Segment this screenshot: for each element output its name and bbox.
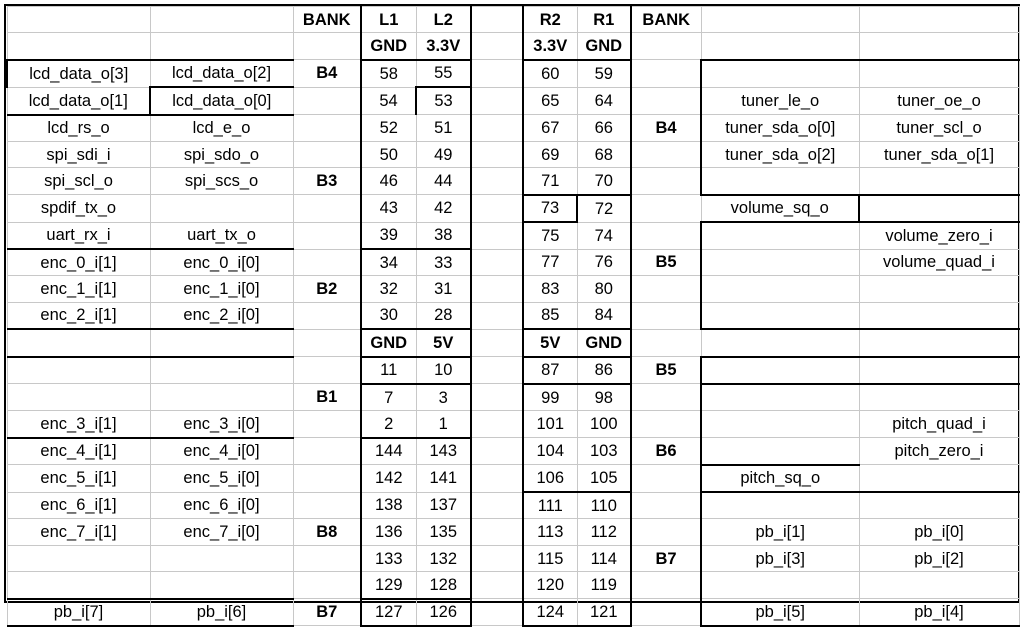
signal-left-b bbox=[150, 384, 293, 411]
bank-right bbox=[631, 276, 701, 302]
signal-left-a: lcd_data_o[1] bbox=[7, 87, 150, 114]
empty-cell bbox=[471, 7, 523, 33]
signal-left-a bbox=[7, 384, 150, 411]
gap-cell bbox=[471, 572, 523, 599]
gap-cell bbox=[471, 438, 523, 465]
bank-right bbox=[631, 465, 701, 492]
signal-right-a bbox=[701, 168, 859, 195]
pin-r2: 83 bbox=[523, 276, 577, 302]
bank-right bbox=[631, 60, 701, 87]
pin-r2: 73 bbox=[523, 195, 577, 222]
signal-left-b: enc_3_i[0] bbox=[150, 411, 293, 438]
empty-cell bbox=[701, 33, 859, 60]
signal-right-a: pb_i[1] bbox=[701, 519, 859, 545]
bank-left bbox=[293, 545, 361, 571]
pin-r2: 99 bbox=[523, 384, 577, 411]
signal-left-b bbox=[150, 195, 293, 222]
empty-cell bbox=[7, 33, 150, 60]
pin-l1: 136 bbox=[361, 519, 416, 545]
l1-power: GND bbox=[361, 33, 416, 60]
pin-r2: 104 bbox=[523, 438, 577, 465]
table-row bbox=[7, 302, 1019, 329]
signal-right-a bbox=[701, 411, 859, 438]
signal-left-a bbox=[7, 545, 150, 571]
table-row bbox=[7, 599, 1019, 626]
empty-cell bbox=[293, 33, 361, 60]
pin-r1: 100 bbox=[577, 411, 631, 438]
pin-l1: 30 bbox=[361, 302, 416, 329]
pin-r2: 87 bbox=[523, 357, 577, 384]
pin-l2-power: 5V bbox=[416, 329, 471, 356]
signal-right-b: tuner_scl_o bbox=[859, 115, 1019, 142]
signal-right-b bbox=[859, 465, 1019, 492]
table-row bbox=[7, 195, 1019, 222]
pin-r2: 75 bbox=[523, 222, 577, 249]
table-row bbox=[7, 87, 1019, 114]
signal-right-a bbox=[701, 357, 859, 384]
signal-right-b bbox=[859, 357, 1019, 384]
signal-right-b: tuner_sda_o[1] bbox=[859, 141, 1019, 167]
table-row bbox=[7, 519, 1019, 545]
signal-right-a bbox=[701, 276, 859, 302]
signal-left-a: lcd_rs_o bbox=[7, 115, 150, 142]
pin-r1: 72 bbox=[577, 195, 631, 222]
pin-r2: 85 bbox=[523, 302, 577, 329]
gap-cell bbox=[471, 276, 523, 302]
empty-cell bbox=[150, 33, 293, 60]
table-row bbox=[7, 411, 1019, 438]
bank-left bbox=[293, 87, 361, 114]
pin-l2: 28 bbox=[416, 302, 471, 329]
pin-l2: 126 bbox=[416, 599, 471, 626]
signal-left-b: spi_sdo_o bbox=[150, 141, 293, 167]
bank-right bbox=[631, 599, 701, 626]
power-row-mid bbox=[7, 329, 1019, 356]
gap-cell bbox=[471, 115, 523, 142]
pin-l2: 38 bbox=[416, 222, 471, 249]
pin-l2: 42 bbox=[416, 195, 471, 222]
bank-left bbox=[293, 572, 361, 599]
pin-r2-power: 5V bbox=[523, 329, 577, 356]
bank-right bbox=[631, 168, 701, 195]
pin-l1: 54 bbox=[361, 87, 416, 114]
signal-left-b: lcd_data_o[0] bbox=[150, 87, 293, 114]
signal-left-a: spi_sdi_i bbox=[7, 141, 150, 167]
signal-left-a bbox=[7, 357, 150, 384]
signal-right-a bbox=[701, 222, 859, 249]
pin-l1: 129 bbox=[361, 572, 416, 599]
pin-r2: 65 bbox=[523, 87, 577, 114]
pin-r1: 66 bbox=[577, 115, 631, 142]
r1-power: GND bbox=[577, 33, 631, 60]
signal-left-b: enc_0_i[0] bbox=[150, 249, 293, 276]
empty-cell bbox=[150, 7, 293, 33]
pin-r1: 84 bbox=[577, 302, 631, 329]
empty-cell bbox=[859, 7, 1019, 33]
power-row-top bbox=[7, 33, 1019, 60]
signal-right-a bbox=[701, 572, 859, 599]
signal-right-b bbox=[859, 276, 1019, 302]
table-row bbox=[7, 357, 1019, 384]
table-row bbox=[7, 465, 1019, 492]
pin-l1: 52 bbox=[361, 115, 416, 142]
bank-right bbox=[631, 141, 701, 167]
pin-r1-power: GND bbox=[577, 329, 631, 356]
gap-cell bbox=[471, 222, 523, 249]
l2-power: 3.3V bbox=[416, 33, 471, 60]
signal-right-b bbox=[859, 168, 1019, 195]
signal-left-a: enc_0_i[1] bbox=[7, 249, 150, 276]
signal-right-b bbox=[859, 572, 1019, 599]
l2-header: L2 bbox=[416, 7, 471, 33]
pin-r1: 59 bbox=[577, 60, 631, 87]
bank-right bbox=[631, 384, 701, 411]
bank-left: B3 bbox=[293, 168, 361, 195]
table-row bbox=[7, 141, 1019, 167]
table-body bbox=[7, 7, 1019, 626]
pin-l2: 137 bbox=[416, 492, 471, 519]
r1-header: R1 bbox=[577, 7, 631, 33]
gap-cell bbox=[471, 141, 523, 167]
signal-right-a: tuner_sda_o[2] bbox=[701, 141, 859, 167]
signal-left-a: spdif_tx_o bbox=[7, 195, 150, 222]
empty-cell bbox=[7, 7, 150, 33]
signal-left-a: enc_2_i[1] bbox=[7, 302, 150, 329]
pin-l2: 141 bbox=[416, 465, 471, 492]
signal-right-b: pitch_quad_i bbox=[859, 411, 1019, 438]
table-row bbox=[7, 384, 1019, 411]
gap-cell bbox=[471, 249, 523, 276]
empty-cell bbox=[859, 329, 1019, 356]
table-row bbox=[7, 60, 1019, 87]
pin-l2: 128 bbox=[416, 572, 471, 599]
empty-cell bbox=[471, 33, 523, 60]
bank-left bbox=[293, 115, 361, 142]
pin-r2: 120 bbox=[523, 572, 577, 599]
bank-right-header: BANK bbox=[631, 7, 701, 33]
signal-right-b: pb_i[4] bbox=[859, 599, 1019, 626]
pin-r1: 68 bbox=[577, 141, 631, 167]
bank-left bbox=[293, 222, 361, 249]
pin-r2: 71 bbox=[523, 168, 577, 195]
signal-left-b bbox=[150, 545, 293, 571]
table-row bbox=[7, 438, 1019, 465]
signal-left-b bbox=[150, 357, 293, 384]
pin-l2: 1 bbox=[416, 411, 471, 438]
bank-right: B4 bbox=[631, 115, 701, 142]
signal-right-b: pb_i[0] bbox=[859, 519, 1019, 545]
signal-right-b bbox=[859, 492, 1019, 519]
table-row bbox=[7, 545, 1019, 571]
bank-right: B5 bbox=[631, 357, 701, 384]
pin-l1: 50 bbox=[361, 141, 416, 167]
signal-right-a: pitch_sq_o bbox=[701, 465, 859, 492]
pin-r1: 112 bbox=[577, 519, 631, 545]
signal-left-a: enc_7_i[1] bbox=[7, 519, 150, 545]
bank-right: B5 bbox=[631, 249, 701, 276]
pin-r2: 111 bbox=[523, 492, 577, 519]
signal-left-b: lcd_e_o bbox=[150, 115, 293, 142]
pin-l1: 127 bbox=[361, 599, 416, 626]
signal-left-b: enc_1_i[0] bbox=[150, 276, 293, 302]
pin-r1: 64 bbox=[577, 87, 631, 114]
bank-left bbox=[293, 492, 361, 519]
signal-left-a: enc_6_i[1] bbox=[7, 492, 150, 519]
bank-left: B1 bbox=[293, 384, 361, 411]
empty-cell bbox=[701, 7, 859, 33]
pin-r1: 105 bbox=[577, 465, 631, 492]
gap-cell bbox=[471, 195, 523, 222]
empty-cell bbox=[631, 329, 701, 356]
signal-right-a: tuner_sda_o[0] bbox=[701, 115, 859, 142]
pin-r1: 103 bbox=[577, 438, 631, 465]
signal-left-a: lcd_data_o[3] bbox=[7, 60, 150, 87]
pin-r1: 119 bbox=[577, 572, 631, 599]
bank-left bbox=[293, 195, 361, 222]
gap-cell bbox=[471, 545, 523, 571]
gap-cell bbox=[471, 384, 523, 411]
signal-right-b: pb_i[2] bbox=[859, 545, 1019, 571]
gap-cell bbox=[471, 60, 523, 87]
bank-left: B4 bbox=[293, 60, 361, 87]
pin-r2: 101 bbox=[523, 411, 577, 438]
empty-cell bbox=[859, 33, 1019, 60]
pin-r1: 74 bbox=[577, 222, 631, 249]
signal-right-a: pb_i[3] bbox=[701, 545, 859, 571]
pin-r2: 115 bbox=[523, 545, 577, 571]
bank-left: B2 bbox=[293, 276, 361, 302]
bank-left bbox=[293, 411, 361, 438]
pin-r1: 114 bbox=[577, 545, 631, 571]
signal-left-b: enc_6_i[0] bbox=[150, 492, 293, 519]
bank-right bbox=[631, 572, 701, 599]
bank-right bbox=[631, 302, 701, 329]
pin-l1-power: GND bbox=[361, 329, 416, 356]
empty-cell bbox=[293, 329, 361, 356]
pin-l1: 144 bbox=[361, 438, 416, 465]
signal-left-b: uart_tx_o bbox=[150, 222, 293, 249]
pin-l2: 33 bbox=[416, 249, 471, 276]
pin-r2: 124 bbox=[523, 599, 577, 626]
signal-left-b: spi_scs_o bbox=[150, 168, 293, 195]
pin-r2: 60 bbox=[523, 60, 577, 87]
signal-left-b bbox=[150, 572, 293, 599]
pin-l2: 143 bbox=[416, 438, 471, 465]
bank-left: B7 bbox=[293, 599, 361, 626]
pin-l1: 39 bbox=[361, 222, 416, 249]
table-row bbox=[7, 572, 1019, 599]
bank-right bbox=[631, 87, 701, 114]
r2-header: R2 bbox=[523, 7, 577, 33]
signal-left-a: pb_i[7] bbox=[7, 599, 150, 626]
pin-r2: 113 bbox=[523, 519, 577, 545]
bank-left-header: BANK bbox=[293, 7, 361, 33]
pin-l1: 32 bbox=[361, 276, 416, 302]
signal-right-a bbox=[701, 302, 859, 329]
signal-right-b bbox=[859, 302, 1019, 329]
pin-l1: 11 bbox=[361, 357, 416, 384]
r2-power: 3.3V bbox=[523, 33, 577, 60]
signal-left-a: enc_3_i[1] bbox=[7, 411, 150, 438]
pin-l2: 10 bbox=[416, 357, 471, 384]
gap-cell bbox=[471, 302, 523, 329]
pin-l2: 55 bbox=[416, 60, 471, 87]
pin-l1: 7 bbox=[361, 384, 416, 411]
gap-cell bbox=[471, 465, 523, 492]
pin-r2: 67 bbox=[523, 115, 577, 142]
bank-left bbox=[293, 357, 361, 384]
gap-cell bbox=[471, 492, 523, 519]
pin-r1: 80 bbox=[577, 276, 631, 302]
signal-left-b: enc_5_i[0] bbox=[150, 465, 293, 492]
signal-right-a bbox=[701, 60, 859, 87]
signal-left-a bbox=[7, 572, 150, 599]
empty-cell bbox=[471, 329, 523, 356]
pin-l1: 138 bbox=[361, 492, 416, 519]
signal-left-a: enc_1_i[1] bbox=[7, 276, 150, 302]
bank-right: B6 bbox=[631, 438, 701, 465]
bank-left bbox=[293, 438, 361, 465]
pin-assignment-sheet bbox=[4, 4, 1020, 622]
empty-cell bbox=[701, 329, 859, 356]
empty-cell bbox=[7, 329, 150, 356]
pin-assignment-table bbox=[6, 6, 1020, 627]
signal-right-b: pitch_zero_i bbox=[859, 438, 1019, 465]
signal-left-b: enc_7_i[0] bbox=[150, 519, 293, 545]
pin-l1: 46 bbox=[361, 168, 416, 195]
table-row bbox=[7, 492, 1019, 519]
pin-l1: 142 bbox=[361, 465, 416, 492]
signal-left-a: enc_4_i[1] bbox=[7, 438, 150, 465]
bank-right bbox=[631, 519, 701, 545]
bank-left bbox=[293, 141, 361, 167]
pin-r2: 77 bbox=[523, 249, 577, 276]
signal-left-b: enc_4_i[0] bbox=[150, 438, 293, 465]
table-row bbox=[7, 249, 1019, 276]
empty-cell bbox=[150, 329, 293, 356]
signal-left-b: lcd_data_o[2] bbox=[150, 60, 293, 87]
signal-left-b: pb_i[6] bbox=[150, 599, 293, 626]
pin-l1: 58 bbox=[361, 60, 416, 87]
signal-right-a: tuner_le_o bbox=[701, 87, 859, 114]
table-row bbox=[7, 115, 1019, 142]
signal-right-b: tuner_oe_o bbox=[859, 87, 1019, 114]
bank-right: B7 bbox=[631, 545, 701, 571]
signal-left-a: enc_5_i[1] bbox=[7, 465, 150, 492]
pin-l2: 44 bbox=[416, 168, 471, 195]
bank-right bbox=[631, 492, 701, 519]
gap-cell bbox=[471, 87, 523, 114]
table-row bbox=[7, 276, 1019, 302]
pin-r2: 106 bbox=[523, 465, 577, 492]
pin-l2: 135 bbox=[416, 519, 471, 545]
bank-right bbox=[631, 411, 701, 438]
pin-l1: 2 bbox=[361, 411, 416, 438]
table-row bbox=[7, 168, 1019, 195]
signal-right-b bbox=[859, 60, 1019, 87]
header-row bbox=[7, 7, 1019, 33]
bank-right bbox=[631, 195, 701, 222]
signal-right-a bbox=[701, 384, 859, 411]
gap-cell bbox=[471, 357, 523, 384]
pin-r1: 70 bbox=[577, 168, 631, 195]
bank-left bbox=[293, 302, 361, 329]
signal-right-a: pb_i[5] bbox=[701, 599, 859, 626]
gap-cell bbox=[471, 411, 523, 438]
pin-r1: 121 bbox=[577, 599, 631, 626]
l1-header: L1 bbox=[361, 7, 416, 33]
bank-left bbox=[293, 465, 361, 492]
signal-left-a: uart_rx_i bbox=[7, 222, 150, 249]
signal-left-a: spi_scl_o bbox=[7, 168, 150, 195]
empty-cell bbox=[631, 33, 701, 60]
signal-right-b: volume_zero_i bbox=[859, 222, 1019, 249]
gap-cell bbox=[471, 599, 523, 626]
pin-r2: 69 bbox=[523, 141, 577, 167]
signal-left-b: enc_2_i[0] bbox=[150, 302, 293, 329]
pin-l2: 53 bbox=[416, 87, 471, 114]
signal-right-b: volume_quad_i bbox=[859, 249, 1019, 276]
bank-left: B8 bbox=[293, 519, 361, 545]
pin-r1: 76 bbox=[577, 249, 631, 276]
pin-r1: 86 bbox=[577, 357, 631, 384]
gap-cell bbox=[471, 168, 523, 195]
signal-right-a bbox=[701, 249, 859, 276]
pin-l2: 132 bbox=[416, 545, 471, 571]
pin-r1: 110 bbox=[577, 492, 631, 519]
table-row bbox=[7, 222, 1019, 249]
pin-l2: 3 bbox=[416, 384, 471, 411]
signal-right-b bbox=[859, 384, 1019, 411]
signal-right-a bbox=[701, 438, 859, 465]
pin-l1: 43 bbox=[361, 195, 416, 222]
signal-right-a: volume_sq_o bbox=[701, 195, 859, 222]
pin-l1: 34 bbox=[361, 249, 416, 276]
bank-left bbox=[293, 249, 361, 276]
pin-l1: 133 bbox=[361, 545, 416, 571]
signal-right-b bbox=[859, 195, 1019, 222]
pin-l2: 31 bbox=[416, 276, 471, 302]
pin-l2: 51 bbox=[416, 115, 471, 142]
gap-cell bbox=[471, 519, 523, 545]
pin-r1: 98 bbox=[577, 384, 631, 411]
bank-right bbox=[631, 222, 701, 249]
pin-l2: 49 bbox=[416, 141, 471, 167]
signal-right-a bbox=[701, 492, 859, 519]
